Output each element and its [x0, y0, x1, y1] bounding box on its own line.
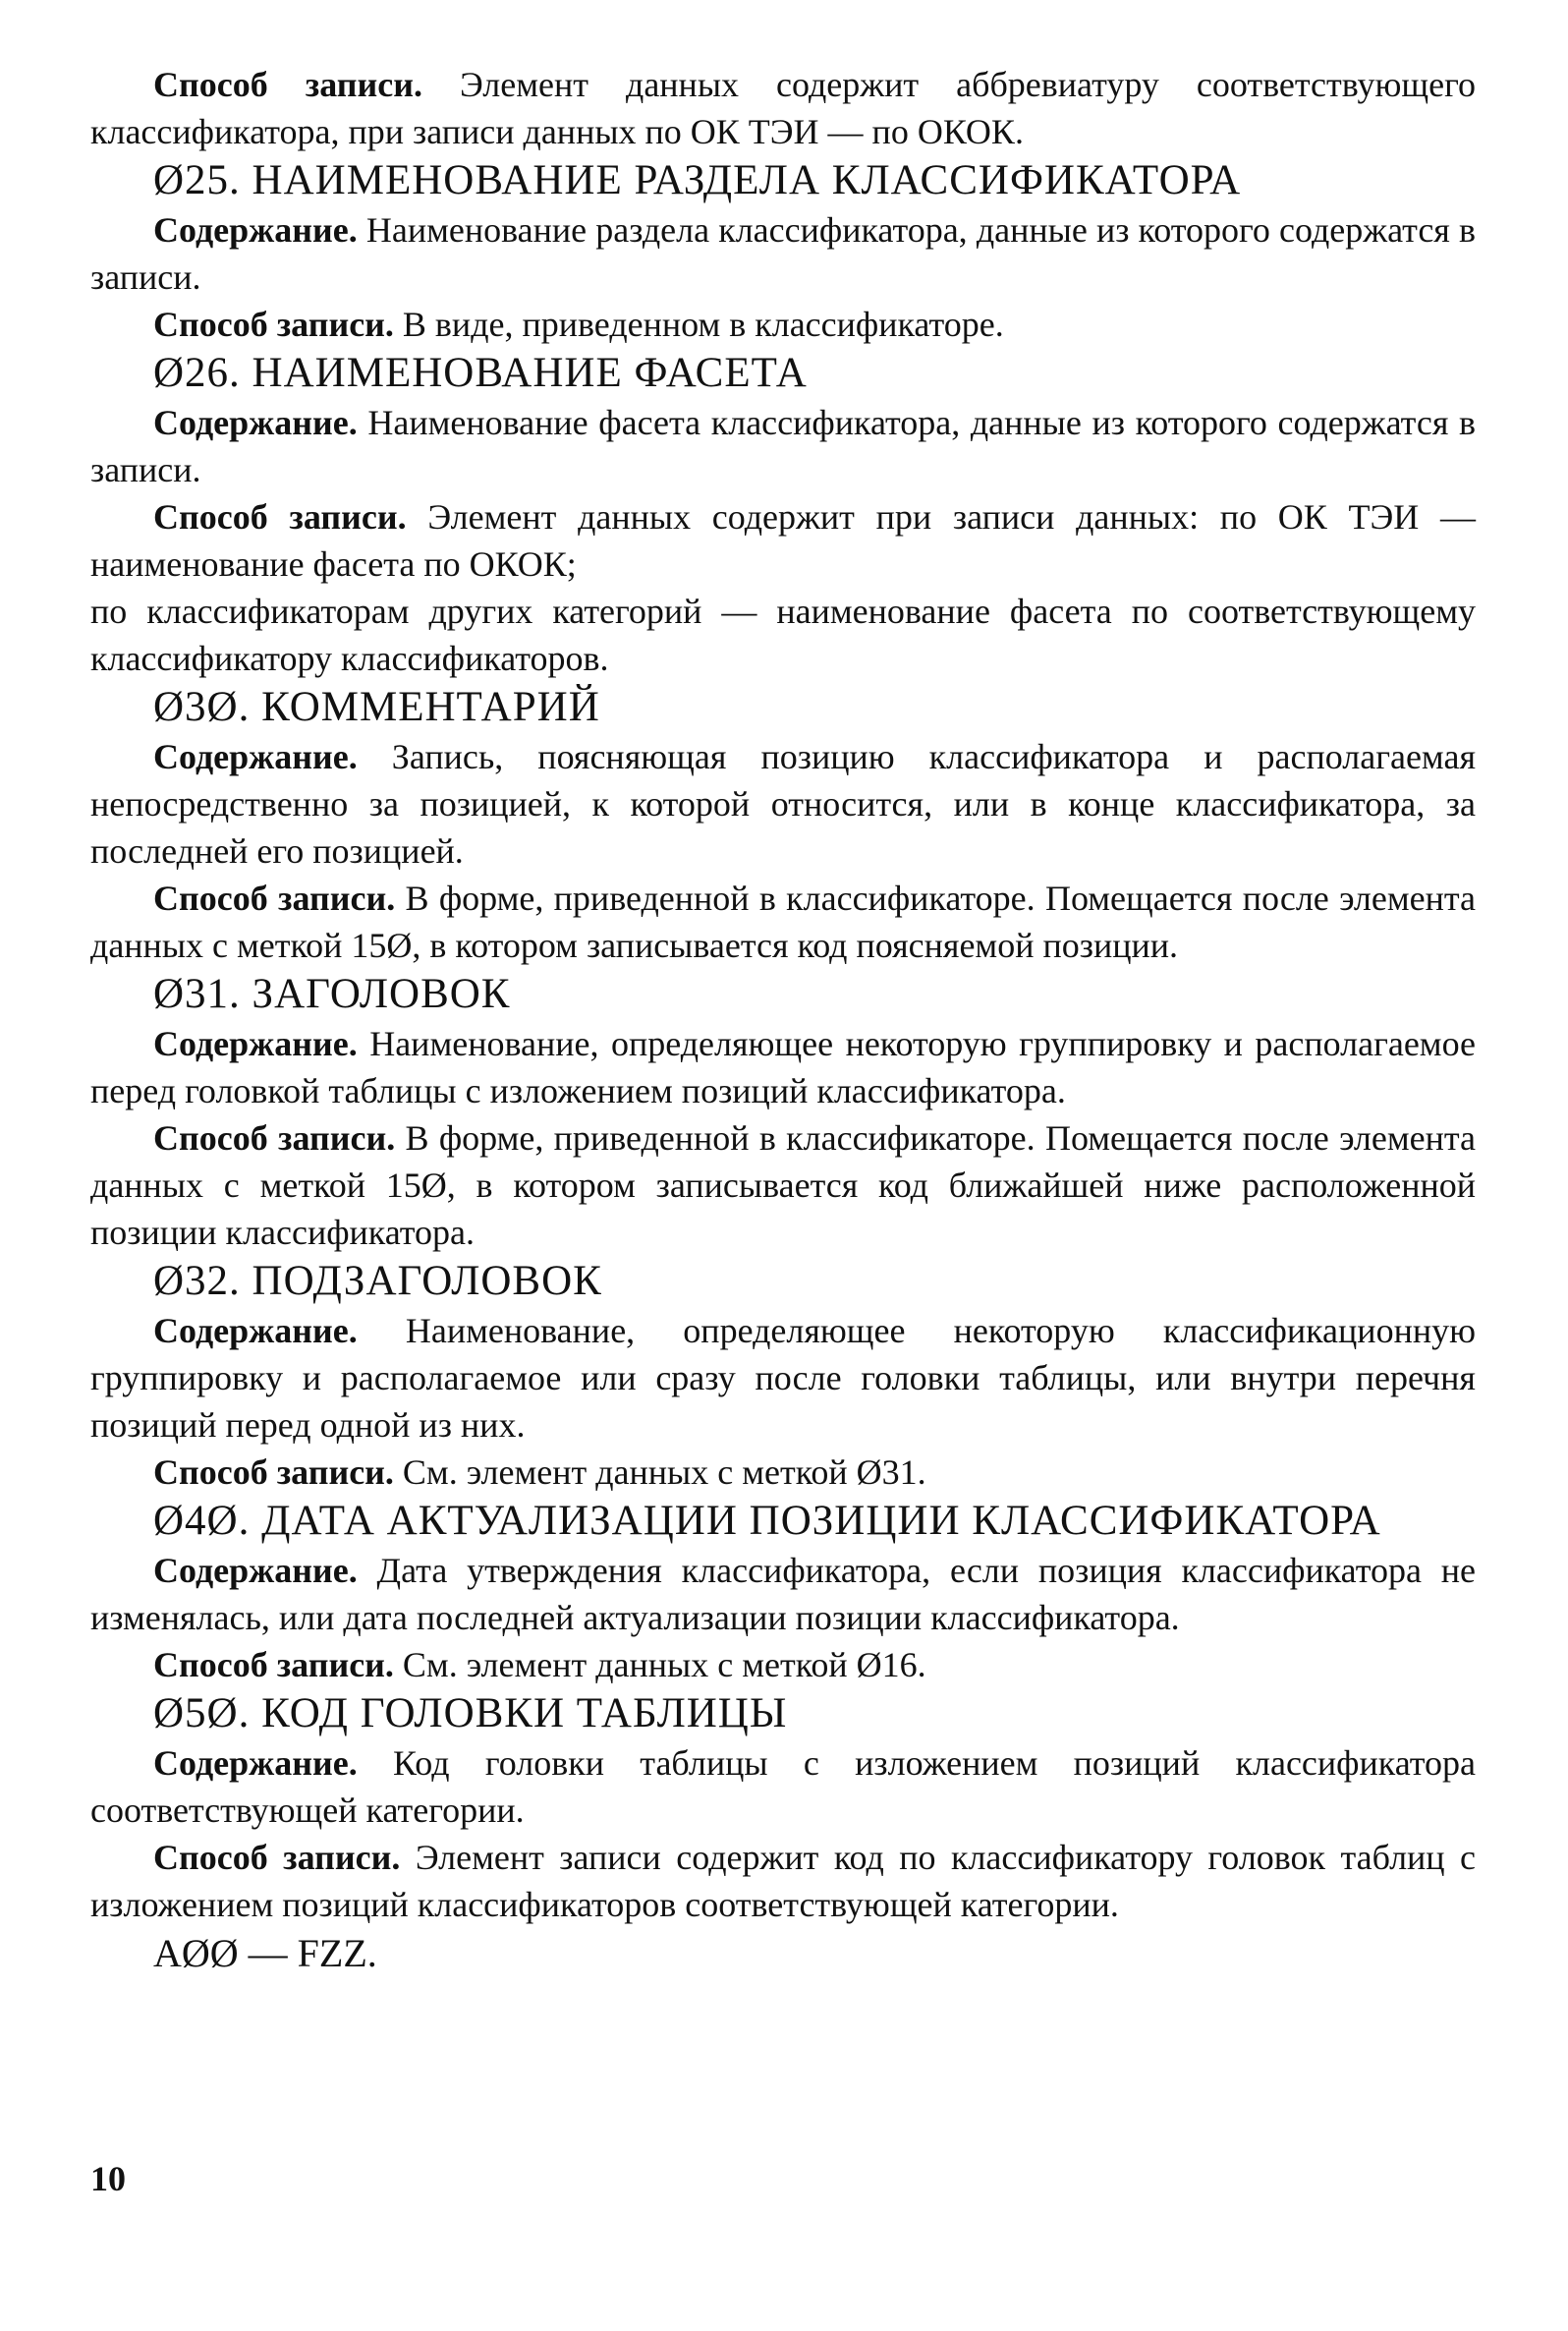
paragraph-label: Способ записи.	[153, 1838, 401, 1877]
paragraph	[90, 206, 1476, 301]
paragraph-label: Содержание.	[153, 403, 358, 442]
paragraph	[90, 1739, 1476, 1834]
section-heading: Ø3Ø. КОММЕНТАРИЙ	[153, 684, 600, 730]
paragraph-label: Содержание.	[153, 1551, 358, 1590]
paragraph-label: Способ записи.	[153, 497, 407, 537]
section-heading: Ø32. ПОДЗАГОЛОВОК	[153, 1258, 602, 1304]
paragraph-text: Элемент данных содержит аббревиатуру соответствующего классификатора, при записи данных по ОК ТЭИ — по ОКОК.	[90, 65, 1476, 151]
page-body	[90, 61, 1476, 1979]
paragraph-text: В виде, приведенном в классификаторе.	[393, 305, 1004, 344]
paragraph-text: Наименование фасета классификатора, данные из которого содержатся в записи.	[90, 403, 1476, 489]
paragraph-text: Наименование, определяющее некоторую классификационную группировку и располагаемое или сразу после головки таблицы, или внутри перечня позиций перед одной из них.	[90, 1311, 1476, 1445]
paragraph-text: См. элемент данных с меткой Ø31.	[393, 1452, 926, 1492]
paragraph-label: Способ записи.	[153, 1452, 394, 1492]
code-range-example: AØØ — FZZ.	[153, 1931, 377, 1975]
paragraph-label: Содержание.	[153, 737, 358, 776]
paragraph-text: Наименование раздела классификатора, данные из которого содержатся в записи.	[90, 210, 1476, 297]
paragraph-text: по классификаторам других категорий — наименование фасета по соответствующему классификатору классификаторов.	[90, 592, 1476, 678]
section-heading: Ø4Ø. ДАТА АКТУАЛИЗАЦИИ ПОЗИЦИИ КЛАССИФИКАТОРА	[153, 1498, 1381, 1544]
paragraph-label: Способ записи.	[153, 1118, 396, 1158]
paragraph-label: Способ записи.	[153, 879, 396, 918]
paragraph-label: Содержание.	[153, 210, 358, 250]
paragraph-text: Элемент записи содержит код по классификатору головок таблиц с изложением позиций классификаторов соответствующей категории.	[90, 1838, 1477, 1924]
paragraph	[90, 399, 1476, 493]
paragraph	[90, 1834, 1476, 1928]
paragraph	[90, 875, 1476, 969]
paragraph-text: В форме, приведенной в классификаторе. Помещается после элемента данных с меткой 15Ø, в котором записывается код ближайшей ниже расположенной позиции классификатора.	[90, 1118, 1476, 1252]
paragraph-text: Дата утверждения классификатора, если позиция классификатора не изменялась, или дата последней актуализации позиции классификатора.	[90, 1551, 1476, 1637]
paragraph-label: Содержание.	[153, 1024, 358, 1063]
paragraph-text: См. элемент данных с меткой Ø16.	[393, 1645, 926, 1684]
paragraph	[90, 61, 1476, 155]
paragraph	[90, 1449, 1476, 1496]
section-heading: Ø25. НАИМЕНОВАНИЕ РАЗДЕЛА КЛАССИФИКАТОРА	[153, 157, 1242, 203]
section-heading: Ø5Ø. КОД ГОЛОВКИ ТАБЛИЦЫ	[153, 1690, 788, 1736]
paragraph	[90, 733, 1476, 875]
paragraph	[90, 1307, 1476, 1449]
section-heading: Ø26. НАИМЕНОВАНИЕ ФАСЕТА	[153, 350, 808, 396]
paragraph-text: Код головки таблицы с изложением позиций классификатора соответствующей категории.	[90, 1743, 1476, 1830]
paragraph	[90, 1020, 1476, 1114]
paragraph	[90, 1114, 1476, 1256]
paragraph-label: Содержание.	[153, 1311, 358, 1350]
paragraph-label: Содержание.	[153, 1743, 358, 1783]
paragraph-label: Способ записи.	[153, 305, 394, 344]
paragraph-label: Способ записи.	[153, 65, 422, 104]
paragraph	[90, 1547, 1476, 1641]
paragraph-text: В форме, приведенной в классификаторе. Помещается после элемента данных с меткой 15Ø, в котором записывается код поясняемой позиции.	[90, 879, 1476, 965]
paragraph	[90, 301, 1476, 348]
paragraph	[90, 493, 1476, 588]
section-heading: Ø31. ЗАГОЛОВОК	[153, 971, 511, 1017]
page-number: 10	[90, 2159, 126, 2198]
paragraph-label: Способ записи.	[153, 1645, 394, 1684]
paragraph-text: Наименование, определяющее некоторую группировку и располагаемое перед головкой таблицы с изложением позиций классификатора.	[90, 1024, 1476, 1110]
paragraph-text: Элемент данных содержит при записи данных: по ОК ТЭИ — наименование фасета по ОКОК;	[90, 497, 1476, 584]
paragraph-text: Запись, поясняющая позицию классификатора и располагаемая непосредственно за позицией, к которой относится, или в конце классификатора, за последней его позицией.	[90, 737, 1476, 871]
paragraph	[90, 1641, 1476, 1688]
paragraph-continuation	[90, 588, 1476, 682]
